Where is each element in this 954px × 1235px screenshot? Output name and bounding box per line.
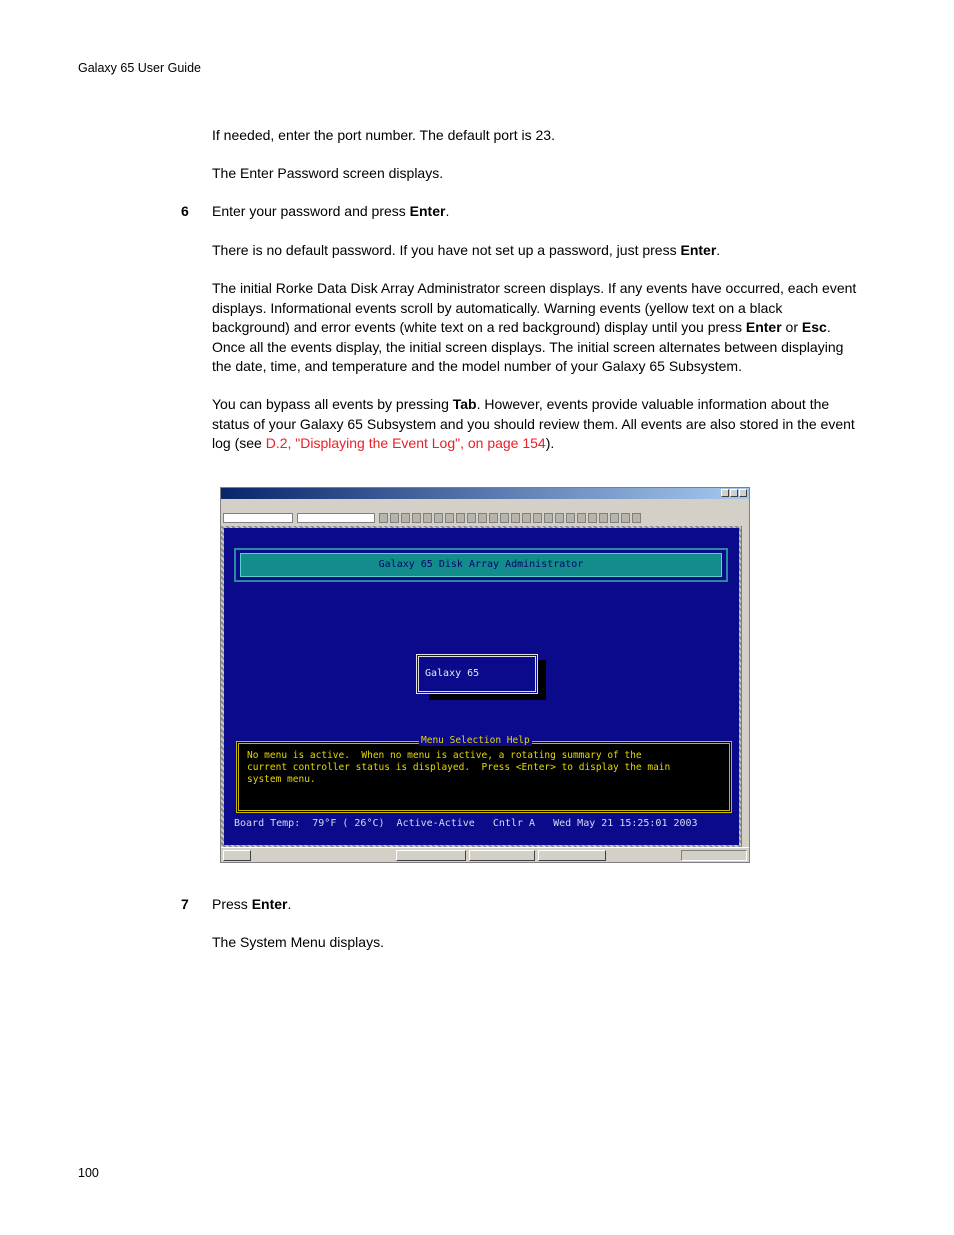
password-screen-paragraph: The Enter Password screen displays. <box>212 165 444 181</box>
running-header: Galaxy 65 User Guide <box>78 61 201 75</box>
toolbar-icons <box>379 513 641 523</box>
taskbar-item-3 <box>538 850 606 861</box>
windows-taskbar <box>221 847 749 863</box>
taskbar-item-1 <box>396 850 466 861</box>
terminal-title-box <box>234 548 728 582</box>
bypass-events-paragraph: You can bypass all events by pressing Tab. However, events provide valuable information about the status of your Galaxy 65 Subsystem and you should review them. All events are also stored in the event log (see D.2, "Displaying the Event Log", on page 154). <box>212 396 855 452</box>
taskbar-item-2 <box>469 850 535 861</box>
step-6-text: Enter your password and press Enter. <box>212 203 450 219</box>
minimize-icon <box>721 489 729 497</box>
model-box: Galaxy 65 <box>416 654 538 694</box>
start-button <box>223 850 251 861</box>
vertical-scrollbar <box>741 526 749 847</box>
page-number: 100 <box>78 1166 99 1180</box>
terminal-screenshot <box>220 487 750 863</box>
port-paragraph: If needed, enter the port number. The default port is 23. <box>212 127 555 143</box>
step-6-number: 6 <box>181 203 189 219</box>
event-log-link[interactable]: D.2, "Displaying the Event Log", on page 154 <box>265 435 546 452</box>
events-paragraph: The initial Rorke Data Disk Array Administrator screen displays. If any events have occurred, each event displays. Informational events scroll by automatically. Warning events (yellow text on a black background) and error events (white text on a red background) display until you press Enter or Esc. Once all the events display, the initial screen displays. The initial screen alternates between displaying the date, time, and temperature and the model number of your Galaxy 65 Subsystem. <box>212 280 857 375</box>
default-password-paragraph: There is no default password. If you have not set up a password, just press Enter. <box>212 242 721 258</box>
terminal-title: Galaxy 65 Disk Array Administrator <box>240 553 722 577</box>
step-7-text: Press Enter. <box>212 896 292 912</box>
toolbar-combo-2 <box>297 513 375 523</box>
help-box-title: Menu Selection Help <box>421 735 530 746</box>
step-7-number: 7 <box>181 896 189 912</box>
help-box: No menu is active. When no menu is active, a rotating summary of the current controller status is displayed. Press <Enter> to display the main system menu. <box>236 741 732 813</box>
terminal-screen <box>224 528 739 845</box>
system-tray <box>681 850 747 861</box>
system-menu-paragraph: The System Menu displays. <box>212 934 384 950</box>
close-icon <box>739 489 747 497</box>
window-toolbar <box>221 510 749 526</box>
window-title-bar <box>221 488 749 499</box>
maximize-icon <box>730 489 738 497</box>
window-menu-bar <box>221 499 749 509</box>
toolbar-combo-1 <box>223 513 293 523</box>
status-line: Board Temp: 79°F ( 26°C) Active-Active Cntlr A Wed May 21 15:25:01 2003 <box>234 818 698 829</box>
terminal-frame <box>221 526 749 847</box>
